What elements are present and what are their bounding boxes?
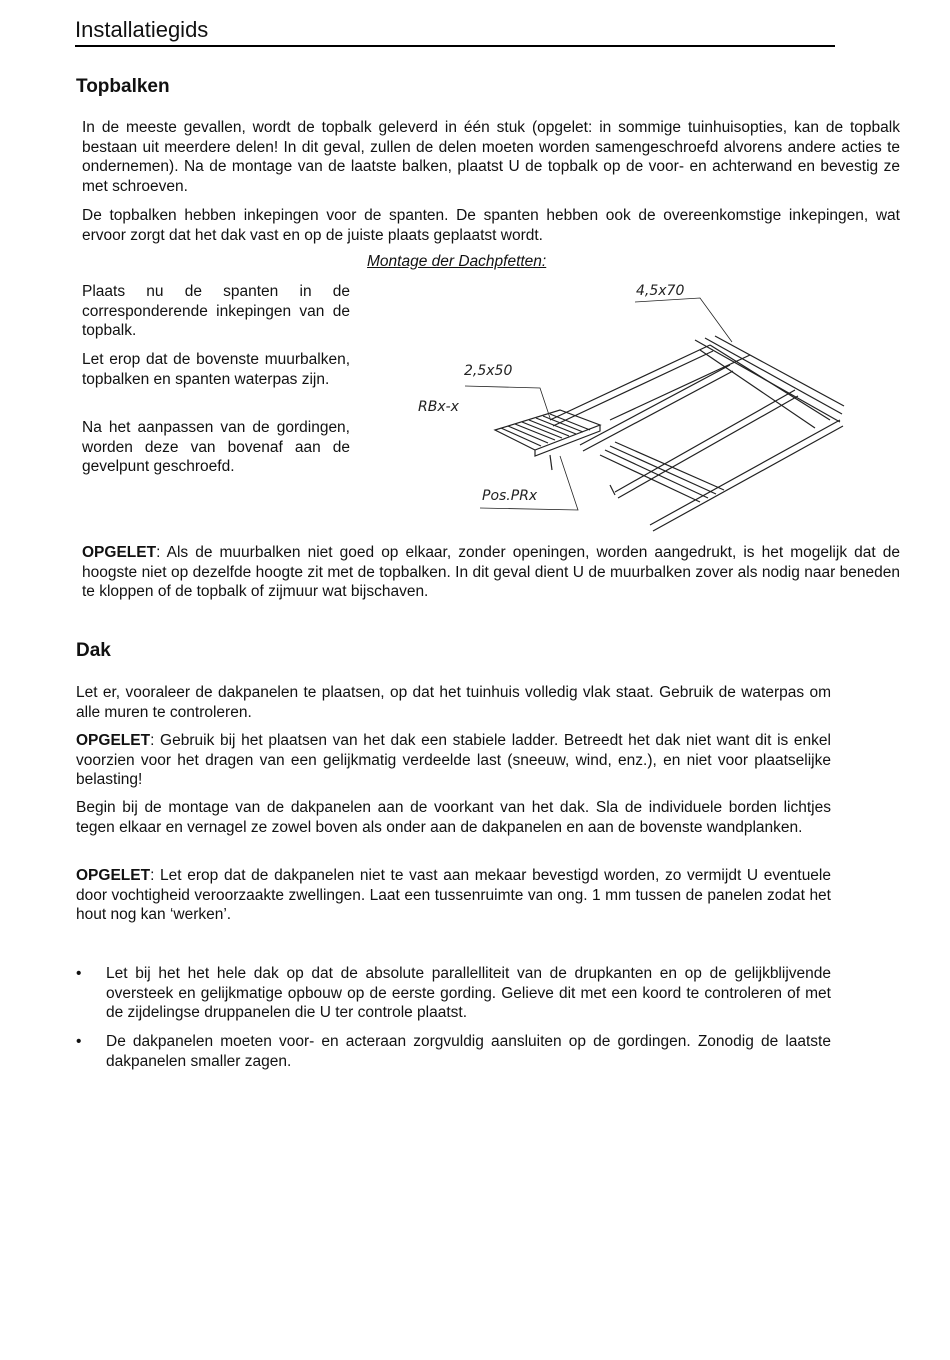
dak-warning-1: [76, 731, 831, 790]
section-heading-topbalken: Topbalken: [76, 76, 170, 97]
topbalken-paragraph-1: In de meeste gevallen, wordt de topbalk geleverd in één stuk (opgelet: in sommige tuinhuisopties, kan de topbalk bestaan uit meerdere delen! In dit geval, zullen de delen moeten worden samengeschroefd alvorens andere acties te ondernemen). Na de montage van de laatste balken, plaatst U de topbalk op de voor- en achterwand en bevestig ze met schroeven.: [82, 119, 900, 195]
label-4-5x70: 4,5x70: [636, 283, 685, 299]
topbalken-side-paragraph-3: Na het aanpassen van de gordingen, worden deze van bovenaf aan de gevelpunt geschroefd.: [82, 419, 350, 475]
warning-label: OPGELET: [76, 732, 151, 749]
dak-bullet-item: [76, 964, 831, 1024]
posts: [550, 455, 615, 495]
dak-paragraph-2: Begin bij de montage van de dakpanelen aan de voorkant van het dak. Sla de individuele borden lichtjes tegen elkaar en vernagel ze zowel boven als onder aan de dakpanelen en aan de bovenste wandplanken.: [76, 799, 831, 836]
section-heading-dak: Dak: [76, 640, 111, 661]
roof-purlin-diagram: [410, 270, 860, 540]
bullet-text: Let bij het het hele dak op dat de absolute parallelliteit van de drupkanten en op de gelijkblijvende oversteek en gelijkmatige opbouw op de eerste gording. Gelieve dit met een koord te controleren of met de zijdelingse druppanelen die U ter controle plaatst.: [106, 965, 831, 1021]
warning-label: OPGELET: [82, 544, 157, 561]
purlin-beams: [550, 345, 843, 531]
rafter-set: [600, 336, 844, 502]
bullet-text: De dakpanelen moeten voor- en acteraan zorgvuldig aansluiten op de gordingen. Zonodig de laatste dakpanelen smaller zagen.: [106, 1033, 831, 1070]
warning-text: : Als de muurbalken niet goed op elkaar, zonder openingen, worden aangedrukt, is het mogelijk dat de hoogste niet op dezelfde hoogte zit met de topbalken. In dit geval dient U de muurbalken zover als nodig naar beneden te kloppen of de topbalk of zijmuur wat bijschaven.: [82, 544, 900, 600]
topbalken-warning: [82, 543, 900, 602]
warning-text: : Gebruik bij het plaatsen van het dak een stabiele ladder. Betreedt het dak niet want dit is enkel voorzien voor het dragen van een gelijkmatig verdeelde last (sneeuw, wind, enz.), en niet voor plaatselijke belasting!: [76, 732, 831, 788]
label-pos-prx: Pos.PRx: [482, 488, 538, 504]
warning-label: OPGELET: [76, 867, 151, 884]
page-header-title: Installatiegids: [75, 17, 209, 42]
dak-bullet-item: [76, 1032, 831, 1072]
topbalken-side-paragraph-1: Plaats nu de spanten in de corresponderende inkepingen van de topbalk.: [82, 283, 350, 339]
label-rbx-x: RBx-x: [418, 399, 459, 415]
plank-board: [495, 410, 600, 456]
label-2-5x50: 2,5x50: [464, 363, 513, 379]
leader-2-5x50: [465, 386, 550, 418]
figure-caption: Montage der Dachpfetten:: [367, 253, 547, 270]
page-header: [75, 15, 835, 47]
topbalken-paragraph-2: De topbalken hebben inkepingen voor de spanten. De spanten hebben ook de overeenkomstige inkepingen, wat ervoor zorgt dat het dak vast en op de juiste plaats geplaatst wordt.: [82, 207, 900, 244]
bullet-icon: •: [76, 1033, 82, 1050]
dak-warning-2: [76, 866, 831, 925]
bullet-icon: •: [76, 965, 82, 982]
dak-paragraph-1: Let er, vooraleer de dakpanelen te plaatsen, op dat het tuinhuis volledig vlak staat. Gebruik de waterpas om alle muren te controleren.: [76, 684, 831, 721]
topbalken-side-paragraph-2: Let erop dat de bovenste muurbalken, topbalken en spanten waterpas zijn.: [82, 351, 350, 388]
leader-4-5x70: [635, 298, 732, 342]
warning-text: : Let erop dat de dakpanelen niet te vast aan mekaar bevestigd worden, zo vermijdt U eventuele door vochtigheid veroorzaakte zwellingen. Laat een tussenruimte van ong. 1 mm tussen de panelen zodat het hout nog kan ‘werken’.: [76, 867, 831, 923]
